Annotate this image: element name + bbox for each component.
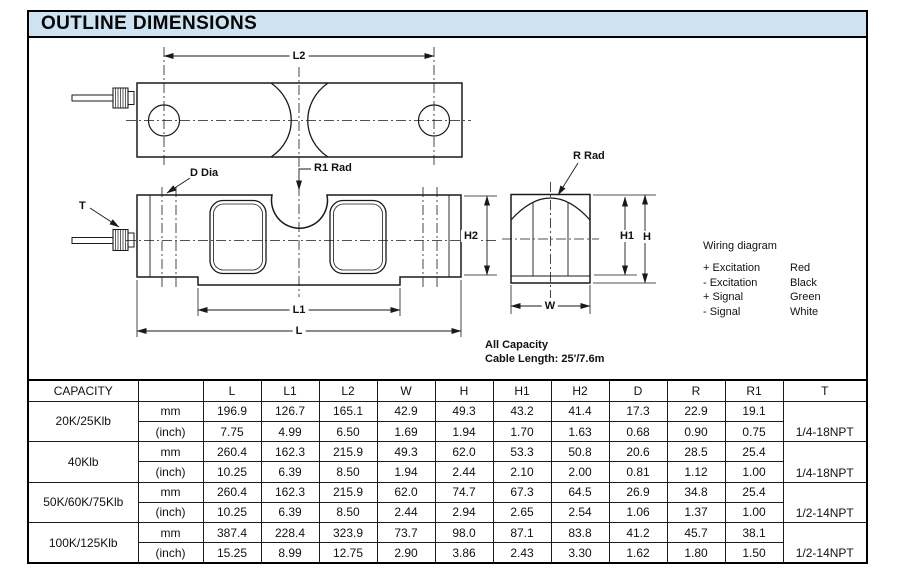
value-cell: 1.00 [725, 462, 783, 482]
table-row [28, 462, 867, 482]
value-cell: 162.3 [261, 482, 319, 502]
value-cell: 8.99 [261, 543, 319, 563]
value-cell: 10.25 [203, 502, 261, 522]
cable [72, 95, 113, 101]
header-cell: W [377, 380, 435, 401]
value-cell: 8.50 [319, 462, 377, 482]
value-cell: 2.44 [435, 462, 493, 482]
header-cell [138, 380, 203, 401]
unit-cell: mm [138, 442, 203, 462]
value-cell: 165.1 [319, 401, 377, 421]
value-cell: 17.3 [609, 401, 667, 421]
value-cell: 38.1 [725, 523, 783, 543]
dim-label-l: L [293, 325, 306, 337]
value-cell: 2.00 [551, 462, 609, 482]
header-cell: H [435, 380, 493, 401]
value-cell: 1.50 [725, 543, 783, 563]
value-cell: 15.25 [203, 543, 261, 563]
header-cell: R1 [725, 380, 783, 401]
value-cell: 42.9 [377, 401, 435, 421]
value-cell: 2.54 [551, 502, 609, 522]
capacity-cell: 20K/25Klb [28, 401, 138, 441]
value-cell: 0.90 [667, 421, 725, 441]
unit-cell: (inch) [138, 462, 203, 482]
dimensions-table [27, 379, 868, 564]
value-cell: 3.86 [435, 543, 493, 563]
value-cell: 28.5 [667, 442, 725, 462]
leader-r [558, 163, 578, 195]
value-cell: 6.50 [319, 421, 377, 441]
terminal-label: - Excitation [703, 276, 758, 289]
top-view [72, 47, 471, 170]
value-cell: 41.4 [551, 401, 609, 421]
value-cell: 49.3 [377, 442, 435, 462]
value-cell: 6.39 [261, 462, 319, 482]
table-row [28, 442, 867, 462]
side-view [72, 169, 497, 337]
value-cell: 0.68 [609, 421, 667, 441]
header-cell: H2 [551, 380, 609, 401]
wire-color-label: Green [790, 291, 821, 304]
dim-label-l1: L1 [290, 304, 309, 316]
capacity-cell: 50K/60K/75Klb [28, 482, 138, 522]
value-cell: 1.80 [667, 543, 725, 563]
table-row [28, 523, 867, 543]
wire-color-label: Red [790, 262, 811, 274]
dim-label-h2: H2 [461, 230, 481, 242]
header-cell: R [667, 380, 725, 401]
value-cell: 4.99 [261, 421, 319, 441]
unit-cell: (inch) [138, 543, 203, 563]
header-cell: L [203, 380, 261, 401]
page-title: OUTLINE DIMENSIONS [41, 13, 258, 34]
value-cell: 0.75 [725, 421, 783, 441]
value-cell: 260.4 [203, 442, 261, 462]
table-row [28, 543, 867, 563]
value-cell: 83.8 [551, 523, 609, 543]
value-cell: 387.4 [203, 523, 261, 543]
unit-cell: mm [138, 523, 203, 543]
wire-color-label: White [790, 305, 819, 318]
value-cell: 1.12 [667, 462, 725, 482]
header-cell: D [609, 380, 667, 401]
value-cell: 1.06 [609, 502, 667, 522]
end-view [502, 163, 656, 314]
header-cell: CAPACITY [28, 380, 138, 401]
cable-note-line1: All Capacity [485, 339, 548, 351]
terminal-label: + Signal [703, 291, 744, 304]
value-cell: 25.4 [725, 442, 783, 462]
dim-label-l2: L2 [290, 50, 309, 62]
value-cell: 215.9 [319, 482, 377, 502]
value-cell: 74.7 [435, 482, 493, 502]
value-cell: 1.94 [435, 421, 493, 441]
header-cell: L1 [261, 380, 319, 401]
table-row [28, 401, 867, 421]
cutout-right [330, 201, 386, 274]
value-cell: 2.43 [493, 543, 551, 563]
value-cell: 1.94 [377, 462, 435, 482]
leader-t [90, 208, 119, 227]
capacity-cell: 40Klb [28, 442, 138, 482]
value-cell: 7.75 [203, 421, 261, 441]
value-cell: 2.94 [435, 502, 493, 522]
unit-cell: mm [138, 401, 203, 421]
wire-color-label: Black [790, 276, 817, 289]
dim-label-w: W [542, 300, 558, 312]
neck-curve-left [271, 83, 291, 157]
value-cell: 98.0 [435, 523, 493, 543]
value-cell: 1.70 [493, 421, 551, 441]
cable-note-line2: Cable Length: 25'/7.6m [485, 352, 605, 365]
table-header-row [28, 380, 867, 401]
thread-cell: 1/4-18NPT [783, 442, 867, 482]
value-cell: 34.8 [667, 482, 725, 502]
value-cell: 228.4 [261, 523, 319, 543]
dim-label-r-rad: R Rad [573, 150, 605, 162]
value-cell: 26.9 [609, 482, 667, 502]
value-cell: 8.50 [319, 502, 377, 522]
thread-cell: 1/2-14NPT [783, 523, 867, 563]
value-cell: 10.25 [203, 462, 261, 482]
value-cell: 2.65 [493, 502, 551, 522]
value-cell: 20.6 [609, 442, 667, 462]
value-cell: 0.81 [609, 462, 667, 482]
table-row [28, 421, 867, 441]
value-cell: 73.7 [377, 523, 435, 543]
cutout-left [210, 201, 266, 274]
value-cell: 215.9 [319, 442, 377, 462]
neck-curve-right [308, 83, 328, 157]
value-cell: 45.7 [667, 523, 725, 543]
value-cell: 196.9 [203, 401, 261, 421]
value-cell: 87.1 [493, 523, 551, 543]
dim-label-h: H [640, 231, 654, 243]
table-row [28, 482, 867, 502]
value-cell: 2.44 [377, 502, 435, 522]
value-cell: 25.4 [725, 482, 783, 502]
header-cell: L2 [319, 380, 377, 401]
value-cell: 22.9 [667, 401, 725, 421]
dim-label-t: T [79, 200, 86, 212]
value-cell: 162.3 [261, 442, 319, 462]
value-cell: 3.30 [551, 543, 609, 563]
value-cell: 12.75 [319, 543, 377, 563]
header-cell: H1 [493, 380, 551, 401]
table-row [28, 502, 867, 522]
value-cell: 2.90 [377, 543, 435, 563]
leader-r1 [299, 169, 311, 190]
header-cell: T [783, 380, 867, 401]
value-cell: 53.3 [493, 442, 551, 462]
terminal-label: + Excitation [703, 262, 761, 274]
wiring-title: Wiring diagram [703, 240, 777, 252]
terminal-label: - Signal [703, 305, 741, 318]
value-cell: 1.37 [667, 502, 725, 522]
cable [72, 238, 113, 244]
unit-cell: (inch) [138, 421, 203, 441]
value-cell: 41.2 [609, 523, 667, 543]
thread-cell: 1/2-14NPT [783, 482, 867, 522]
value-cell: 43.2 [493, 401, 551, 421]
dim-label-d-dia: D Dia [190, 167, 219, 179]
value-cell: 67.3 [493, 482, 551, 502]
value-cell: 260.4 [203, 482, 261, 502]
value-cell: 1.63 [551, 421, 609, 441]
value-cell: 323.9 [319, 523, 377, 543]
unit-cell: (inch) [138, 502, 203, 522]
value-cell: 49.3 [435, 401, 493, 421]
dim-label-r1-rad: R1 Rad [314, 162, 352, 174]
value-cell: 6.39 [261, 502, 319, 522]
value-cell: 126.7 [261, 401, 319, 421]
value-cell: 19.1 [725, 401, 783, 421]
value-cell: 1.62 [609, 543, 667, 563]
value-cell: 1.69 [377, 421, 435, 441]
value-cell: 50.8 [551, 442, 609, 462]
value-cell: 62.0 [435, 442, 493, 462]
leader-d [167, 178, 190, 193]
dim-label-h1: H1 [617, 230, 637, 242]
value-cell: 62.0 [377, 482, 435, 502]
capacity-cell: 100K/125Klb [28, 523, 138, 563]
value-cell: 2.10 [493, 462, 551, 482]
thread-cell: 1/4-18NPT [783, 401, 867, 441]
unit-cell: mm [138, 482, 203, 502]
value-cell: 64.5 [551, 482, 609, 502]
value-cell: 1.00 [725, 502, 783, 522]
